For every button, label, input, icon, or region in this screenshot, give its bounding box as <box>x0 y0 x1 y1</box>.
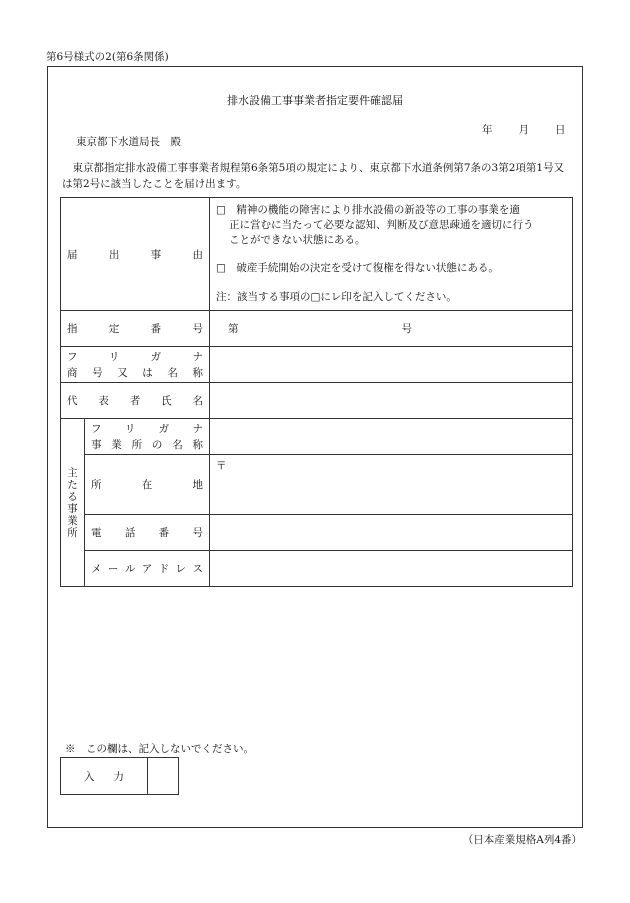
phone-field[interactable] <box>210 515 573 551</box>
reason-label: 届 出 事 由 <box>61 198 210 311</box>
phone-label: 電 話 番 号 <box>85 515 210 551</box>
designation-number-field[interactable]: 第 号 <box>210 311 573 347</box>
trade-name-field[interactable] <box>210 347 573 383</box>
body-text: 東京都指定排水設備工事事業者規程第6条第5項の規定により、東京都下水道条例第7条の3第2項第1号又は第2号に該当したことを届け出ます。 <box>62 162 565 190</box>
date-line <box>482 122 566 137</box>
office-name-label: フ リ ガ ナ 事 業 所 の 名 称 <box>85 419 210 455</box>
representative-field[interactable] <box>210 383 573 419</box>
trade-name-label: フ リ ガ ナ 商 号 又 は 名 称 <box>61 347 210 383</box>
representative-label: 代 表 者 氏 名 <box>61 383 210 419</box>
main-office-label: 主 た る 事 業 所 <box>61 419 85 587</box>
input-label: 入 力 <box>61 758 148 795</box>
input-checkbox-cell <box>148 758 179 795</box>
month-label: 月 <box>518 124 529 136</box>
reason-options: □ 精神の機能の障害により排水設備の新設等の工事の事業を適 正に営むに当たって必要な認知、判断及び意思疎通を適切に行う ことができない状態にある。 □ 破産手続開始の決定を受けて復権を得ない状態にある。 注：該当する事項の□にレ印を記入してください。 <box>210 198 573 311</box>
office-use-note: ※ この欄は、記入しないでください。 <box>65 743 254 755</box>
location-label: 所 在 地 <box>85 455 210 515</box>
reason-option-1[interactable]: □ 精神の機能の障害により排水設備の新設等の工事の事業を適 <box>216 204 520 216</box>
designation-number-label: 指 定 番 号 <box>61 311 210 347</box>
form-title: 排水設備工事事業者指定要件確認届 <box>227 94 403 107</box>
location-field[interactable] <box>210 455 573 515</box>
office-name-field[interactable] <box>210 419 573 455</box>
form-number: 第6号様式の2(第6条関係) <box>46 51 169 63</box>
reason-option-2[interactable]: □ 破産手続開始の決定を受けて復権を得ない状態にある。 <box>216 262 499 274</box>
input-box <box>60 757 179 795</box>
reason-note: 注：該当する事項の□にレ印を記入してください。 <box>216 291 457 303</box>
postal-mark: 〒 <box>216 460 227 472</box>
email-field[interactable] <box>210 551 573 587</box>
day-label: 日 <box>555 124 566 136</box>
addressee: 東京都下水道局長 殿 <box>76 136 181 148</box>
email-label: メ ー ル ア ド レ ス <box>85 551 210 587</box>
year-label: 年 <box>482 124 493 136</box>
main-form-table <box>60 197 573 587</box>
footer-spec: （日本産業規格A列4番） <box>462 834 582 846</box>
